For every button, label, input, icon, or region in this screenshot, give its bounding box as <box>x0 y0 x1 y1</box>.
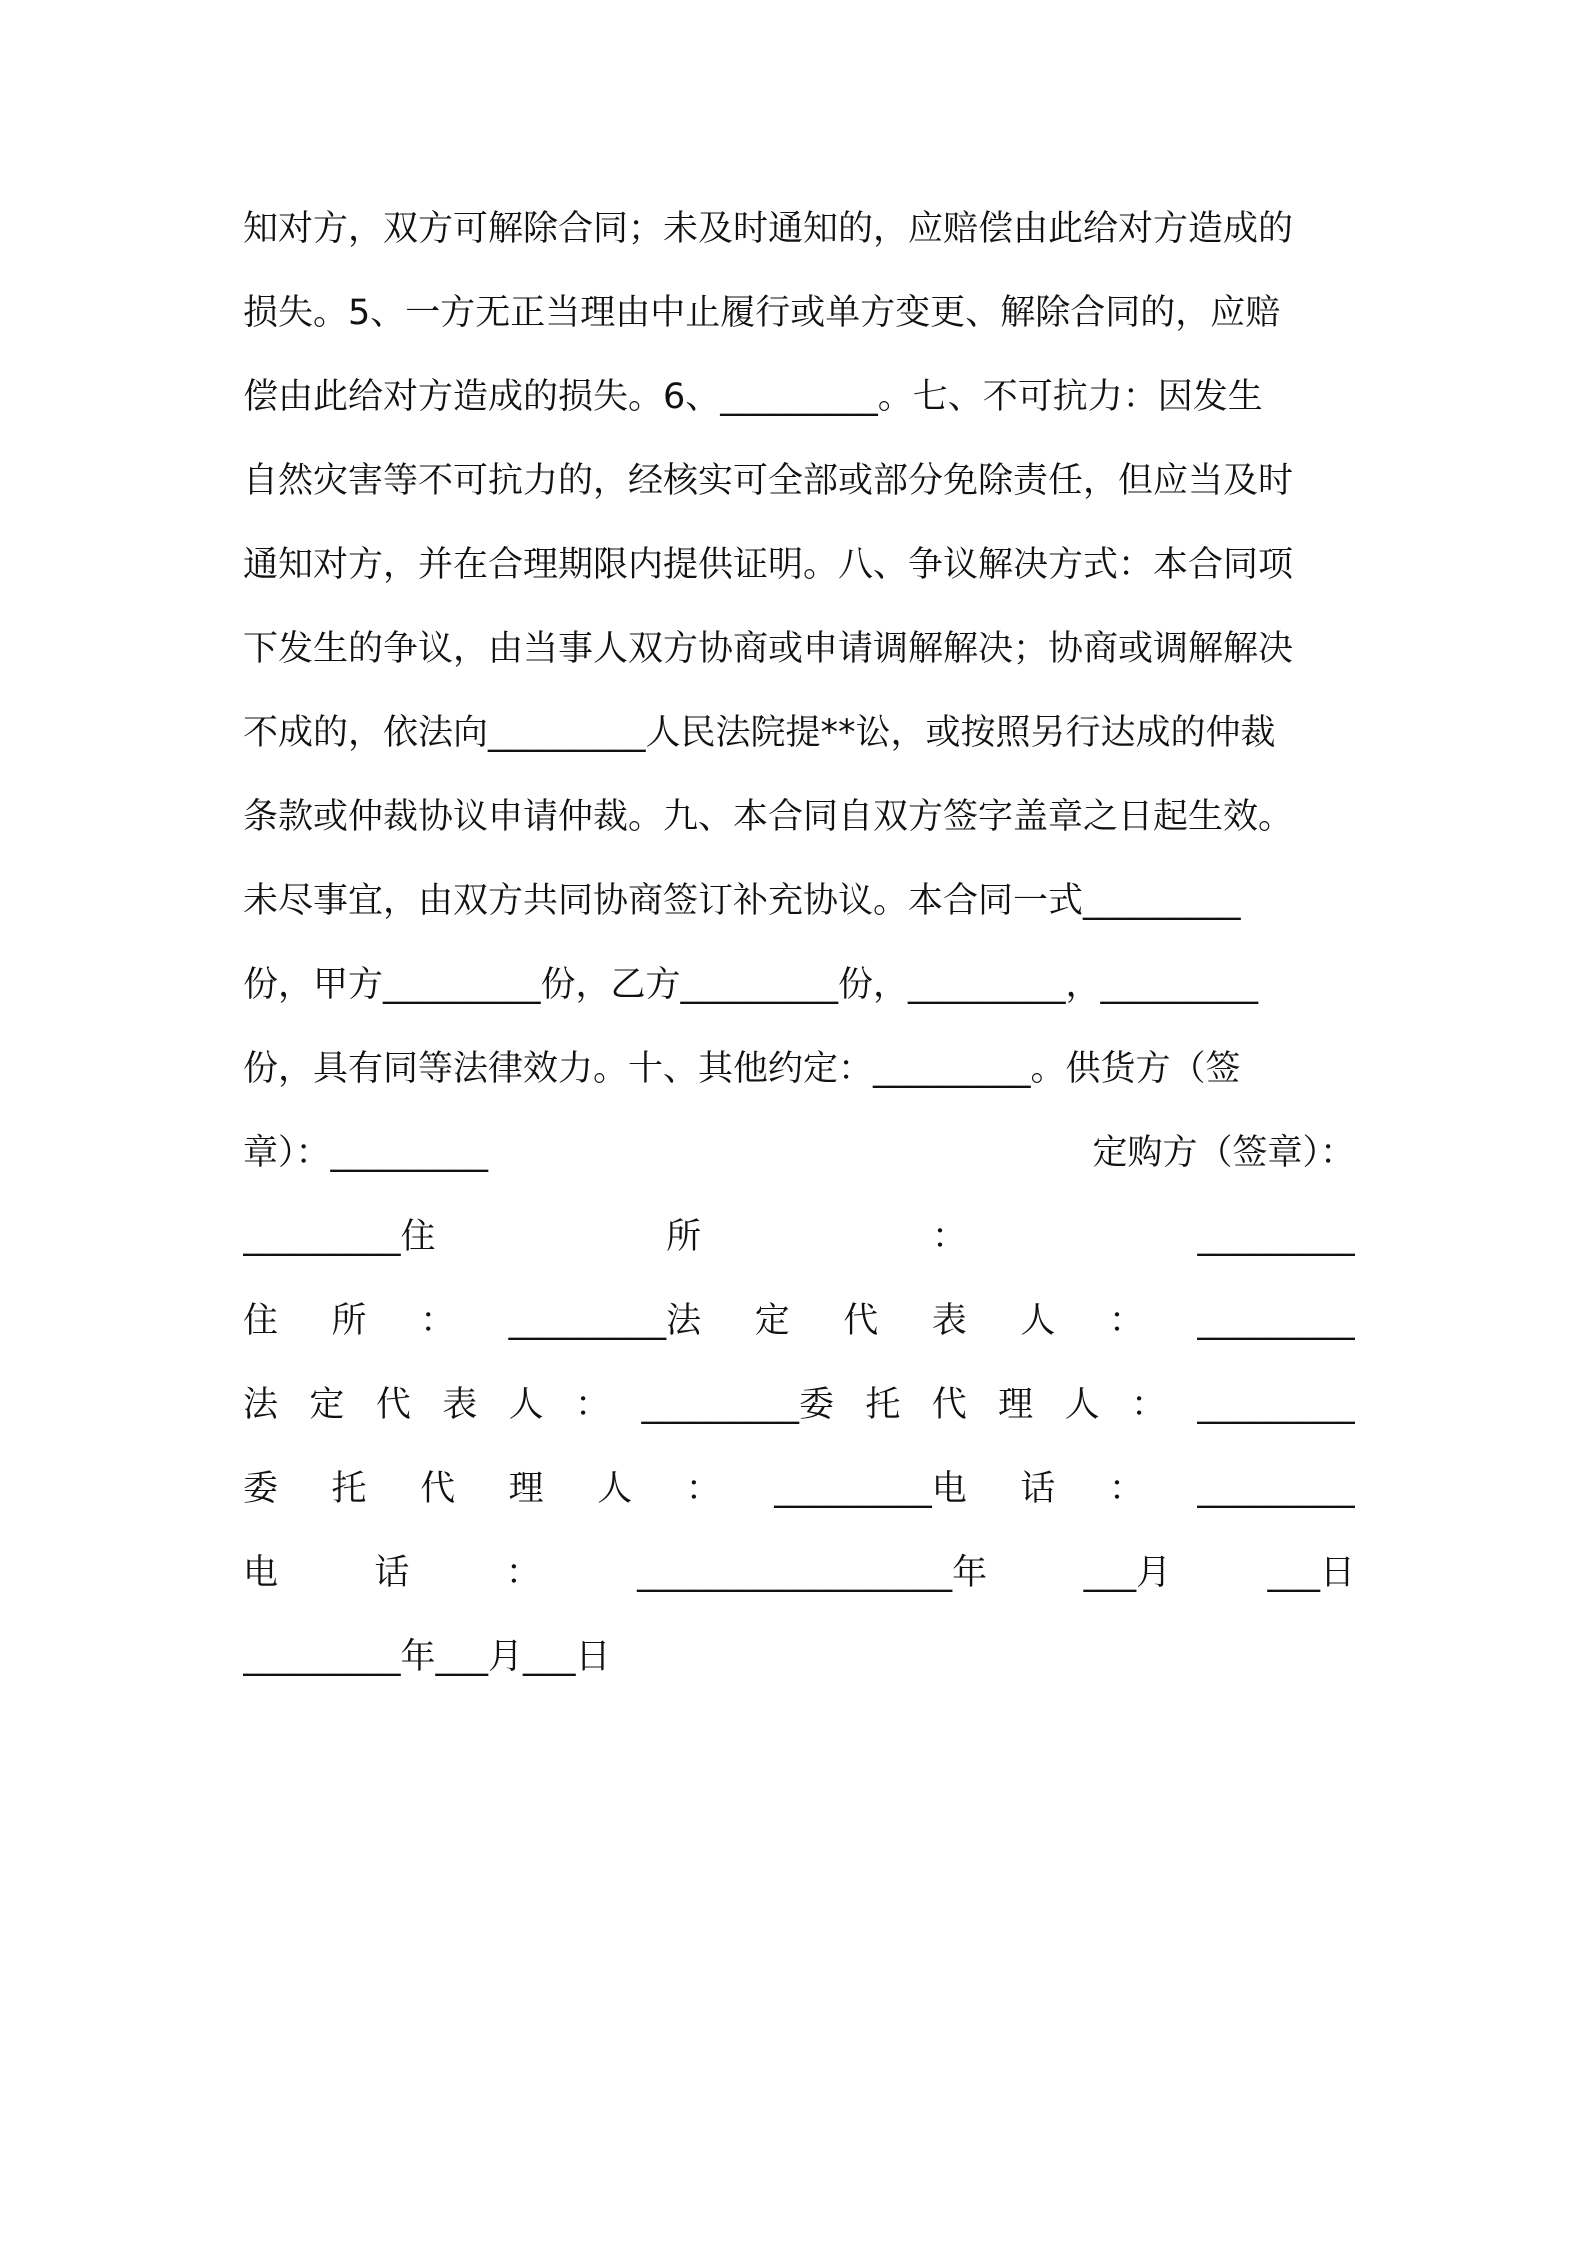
signature-cell: 理 <box>998 1385 1034 1425</box>
contract-text-line: 不成的，依法向_________人民法院提**讼，或按照另行达成的仲裁 <box>243 713 1276 753</box>
signature-cell: 代 <box>843 1301 879 1341</box>
date-line: _________年___月___日 <box>243 1637 611 1677</box>
contract-text-line: 偿由此给对方造成的损失。6、_________。七、不可抗力：因发生 <box>243 377 1263 417</box>
contract-text-line: 未尽事宜，由双方共同协商签订补充协议。本合同一式_________ <box>243 881 1241 921</box>
contract-text-line: 知对方，双方可解除合同；未及时通知的，应赔偿由此给对方造成的 <box>243 209 1294 249</box>
signature-cell: ： <box>931 1217 967 1257</box>
signature-cell: ： <box>575 1385 611 1425</box>
signature-cell: ： <box>685 1469 721 1509</box>
signature-cell: 表 <box>931 1301 967 1341</box>
signature-cell: 人 <box>1064 1385 1100 1425</box>
signature-cell: _________ <box>1197 1385 1355 1425</box>
signature-cell: _________ <box>1197 1469 1355 1509</box>
signature-cell: 定 <box>754 1301 790 1341</box>
signature-cell: 住 <box>243 1301 279 1341</box>
signature-cell: ： <box>1108 1469 1144 1509</box>
signature-cell: 代 <box>375 1385 411 1425</box>
signature-cell: ： <box>505 1553 541 1593</box>
signature-cell: 委 <box>243 1469 279 1509</box>
signature-cell: 表 <box>442 1385 478 1425</box>
signature-cell: _________住 <box>243 1217 436 1257</box>
signature-cell: 话 <box>1020 1469 1056 1509</box>
signature-cell: _________ <box>1197 1217 1355 1257</box>
signature-cell: _________法 <box>508 1301 702 1341</box>
signature-cell: 人 <box>1020 1301 1056 1341</box>
signature-cell: 所 <box>331 1301 367 1341</box>
signature-cell: 人 <box>508 1385 544 1425</box>
buyer-seal-label: 定购方（签章）： <box>1092 1133 1355 1173</box>
signature-row-seal <box>243 1123 1355 1183</box>
signature-row-agent <box>243 1375 1355 1435</box>
signature-cell: _________ <box>1197 1301 1355 1341</box>
signature-row-date <box>243 1543 1355 1603</box>
signature-cell: ： <box>1130 1385 1166 1425</box>
signature-row-phone <box>243 1459 1355 1519</box>
signature-cell: 所 <box>666 1217 702 1257</box>
contract-text-line: 下发生的争议，由当事人双方协商或申请调解解决；协商或调解解决 <box>243 629 1294 669</box>
signature-cell: 托 <box>865 1385 901 1425</box>
signature-cell: 人 <box>597 1469 633 1509</box>
contract-text-line: 损失。5、一方无正当理由中止履行或单方变更、解除合同的，应赔 <box>243 293 1281 333</box>
signature-row-legal-rep <box>243 1291 1355 1351</box>
contract-text-line: 自然灾害等不可抗力的，经核实可全部或部分免除责任，但应当及时 <box>243 461 1294 501</box>
signature-cell: 法 <box>243 1385 279 1425</box>
signature-cell: 话 <box>374 1553 410 1593</box>
signature-cell: 代 <box>931 1385 967 1425</box>
signature-cell: ___日 <box>1267 1553 1355 1593</box>
signature-cell: _________委 <box>641 1385 834 1425</box>
signature-cell: 代 <box>420 1469 456 1509</box>
signature-row-address <box>243 1207 1355 1267</box>
supplier-seal-field: 章）：_________ <box>243 1133 489 1173</box>
contract-text-line: 通知对方，并在合理期限内提供证明。八、争议解决方式：本合同项 <box>243 545 1294 585</box>
contract-text-line: 条款或仲裁协议申请仲裁。九、本合同自双方签字盖章之日起生效。 <box>243 797 1294 837</box>
signature-cell: _________电 <box>774 1469 967 1509</box>
contract-text-line: 份，具有同等法律效力。十、其他约定：_________。供货方（签 <box>243 1049 1241 1089</box>
signature-cell: 托 <box>331 1469 367 1509</box>
contract-text-line: 份，甲方_________份，乙方_________份，_________，_________ <box>243 965 1259 1005</box>
signature-cell: ___月 <box>1083 1553 1172 1593</box>
signature-cell: 定 <box>309 1385 345 1425</box>
signature-cell: 理 <box>508 1469 544 1509</box>
signature-cell: ： <box>420 1301 456 1341</box>
signature-cell: 电 <box>243 1553 279 1593</box>
signature-cell: ： <box>1108 1301 1144 1341</box>
signature-cell: __________________年 <box>637 1553 988 1593</box>
